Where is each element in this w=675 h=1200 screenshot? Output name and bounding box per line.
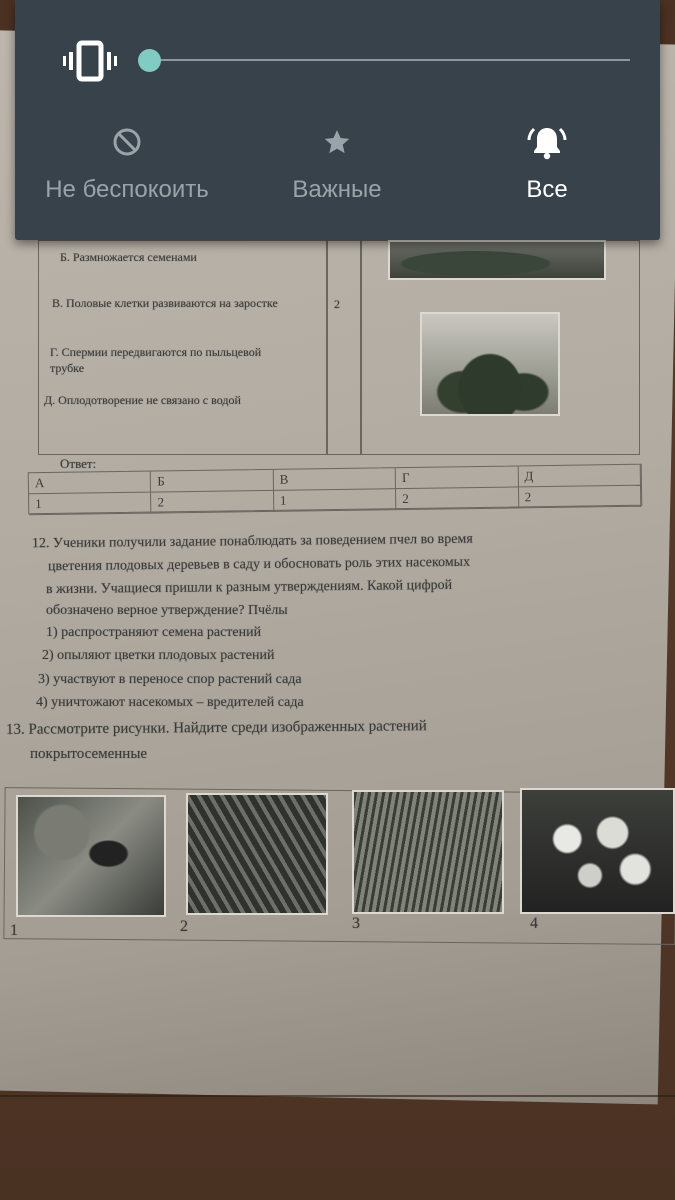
volume-slider-thumb[interactable] bbox=[138, 49, 161, 72]
star-icon bbox=[322, 127, 352, 157]
top-plant-photo bbox=[388, 240, 606, 280]
q12-option: 1) распространяют семена растений bbox=[46, 625, 262, 640]
answer-header: Б bbox=[151, 470, 274, 493]
answer-header: В bbox=[274, 468, 397, 491]
answer-value: 2 bbox=[519, 486, 642, 509]
block-icon bbox=[112, 127, 142, 157]
flowers-photo bbox=[520, 788, 675, 914]
q13-text-line: покрытосеменные bbox=[30, 746, 148, 762]
answer-table bbox=[28, 464, 643, 515]
mode-label: Все bbox=[526, 176, 568, 203]
mode-label: Не беспокоить bbox=[45, 176, 209, 203]
q12-text-line: обозначено верное утверждение? Пчёлы bbox=[46, 603, 288, 618]
fir-tree-photo bbox=[420, 312, 560, 416]
picture-number: 4 bbox=[530, 915, 538, 932]
q13-text-line: 13. Рассмотрите рисунки. Найдите среди изображенных растений bbox=[5, 718, 427, 738]
mode-do-not-disturb[interactable] bbox=[17, 120, 237, 204]
q12-option: 2) опыляют цветки плодовых растений bbox=[42, 648, 275, 663]
answer-label: Ответ: bbox=[60, 456, 97, 471]
floor-edge bbox=[0, 1095, 675, 1097]
answer-value: 1 bbox=[29, 493, 152, 516]
q12-text-line: 12. Ученики получили задание понаблюдать за поведением пчел во время bbox=[31, 531, 473, 552]
statements-value-column bbox=[326, 240, 362, 455]
mode-priority[interactable] bbox=[227, 120, 447, 204]
mode-label: Важные bbox=[292, 176, 382, 203]
picture-number: 2 bbox=[180, 918, 188, 935]
horsetail-photo bbox=[352, 790, 504, 914]
answer-value: 2 bbox=[396, 487, 519, 510]
q12-option: 3) участвуют в переносе спор растений сада bbox=[38, 672, 302, 687]
answer-header: Д bbox=[518, 465, 641, 488]
answer-header: А bbox=[29, 472, 152, 495]
table-row: Б. Размножается семенами bbox=[60, 250, 197, 264]
answer-value: 2 bbox=[151, 491, 274, 514]
q12-text-line: в жизни. Учащиеся пришли к разным утверждениям. Какой цифрой bbox=[45, 577, 453, 598]
notification-shade bbox=[15, 0, 660, 240]
q12-text-line: цветения плодовых деревьев в саду и обосновать роль этих насекомых bbox=[47, 554, 471, 575]
bell-ringing-icon bbox=[527, 124, 567, 160]
table-row: В. Половые клетки развиваются на заростке bbox=[52, 296, 278, 310]
table-value: 2 bbox=[334, 297, 340, 311]
table-row: Д. Оплодотворение не связано с водой bbox=[44, 393, 241, 407]
table-row: Г. Спермии передвигаются по пыльцевой трубке bbox=[50, 345, 262, 375]
fern-photo bbox=[186, 793, 328, 915]
picture-number: 1 bbox=[10, 922, 18, 939]
pine-cone-photo bbox=[16, 795, 166, 917]
picture-number: 3 bbox=[352, 915, 360, 932]
answer-value: 1 bbox=[274, 489, 397, 512]
answer-header: Г bbox=[396, 466, 519, 489]
q12-option: 4) уничтожают насекомых – вредителей сада bbox=[36, 695, 304, 710]
vibrate-icon[interactable] bbox=[63, 40, 117, 82]
mode-all[interactable] bbox=[437, 120, 657, 204]
volume-slider-track[interactable] bbox=[149, 59, 630, 61]
